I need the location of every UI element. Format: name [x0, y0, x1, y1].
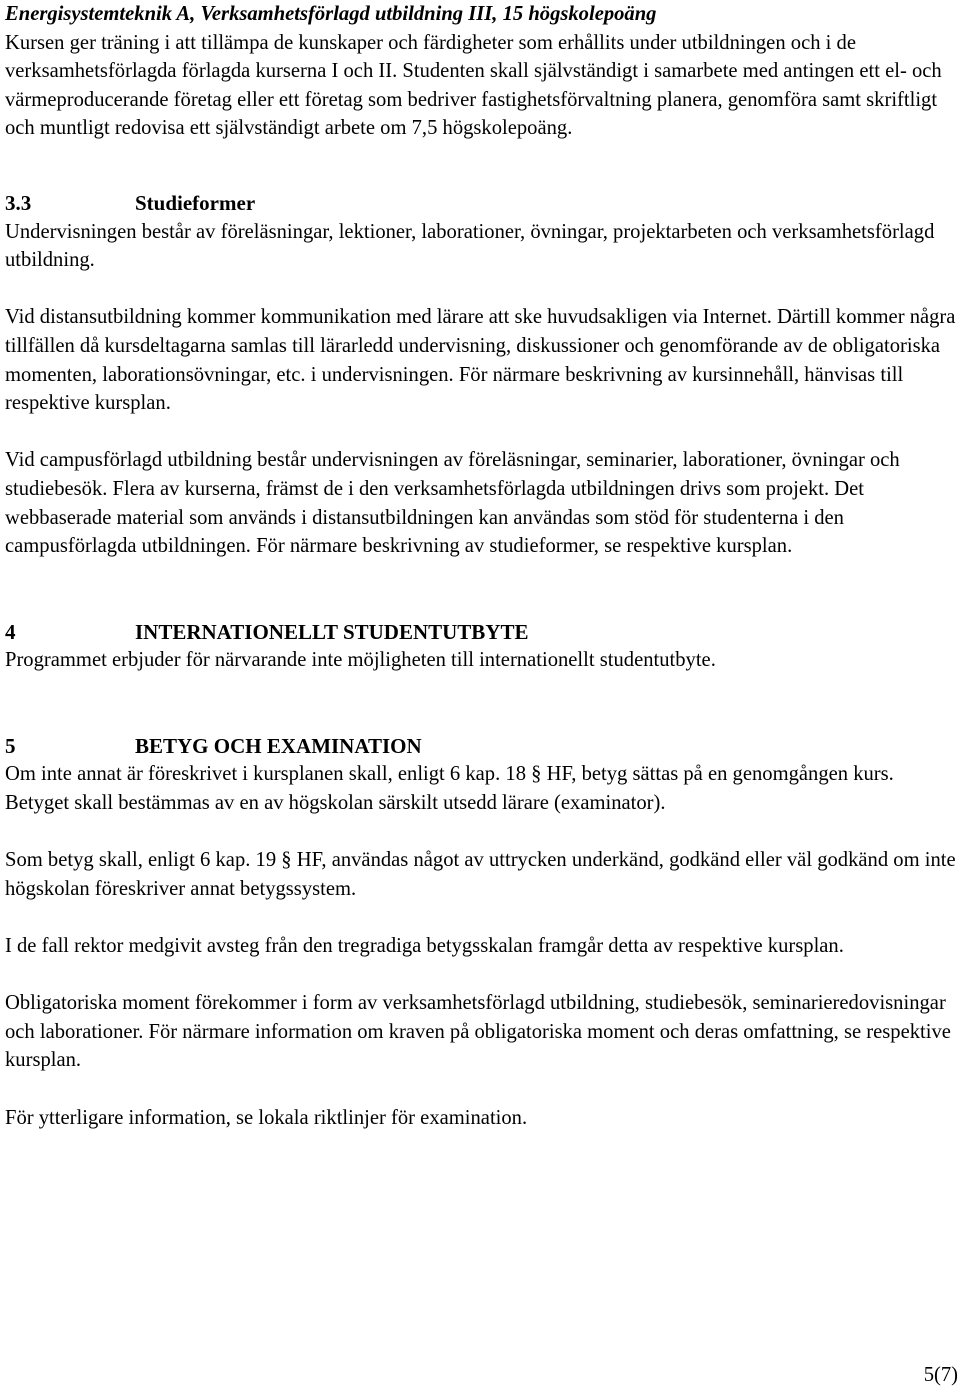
- section-5-heading: [5, 732, 957, 761]
- section-3-3-paragraph-1: Undervisningen består av föreläsningar, lektioner, laborationer, övningar, projektarbeten och verksamhetsförlagd utbildning.: [5, 220, 935, 272]
- section-3-3-paragraph-3: Vid campusförlagd utbildning består undervisningen av föreläsningar, seminarier, laborationer, övningar och studiebesök. Flera av kurserna, främst de i den verksamhetsförlagda utbildningen drivs som projekt. Det webbaserade material som används i distansutbildningen kan användas som stöd för studenterna i den campusförlagda utbildningen. För närmare beskrivning av studieformer, se respektive kursplan.: [5, 449, 900, 558]
- course-title: Energisystemteknik A, Verksamhetsförlagd utbildning III, 15 högskolepoäng: [5, 3, 657, 25]
- section-4-heading: [5, 618, 957, 647]
- section-number: 3.3: [5, 190, 32, 215]
- section-5-paragraph-1: Om inte annat är föreskrivet i kursplanen skall, enligt 6 kap. 18 § HF, betyg sättas på en genomgången kurs. Betyget skall bestämmas av en av högskolan särskilt utsedd lärare (examinator).: [5, 763, 894, 815]
- section-title: BETYG OCH EXAMINATION: [135, 733, 422, 758]
- section-number: 4: [5, 619, 16, 644]
- section-3-3-paragraph-2: Vid distansutbildning kommer kommunikation med lärare att ske huvudsakligen via Internet. Därtill kommer några tillfällen då kursdeltagarna samlas till lärarledd undervisning, diskussioner och genomförande av de obligatoriska momenten, laborationsövningar, etc. i undervisningen. För närmare beskrivning av kursinnehåll, hänvisas till respektive kursplan.: [5, 306, 956, 415]
- section-5-paragraph-3: I de fall rektor medgivit avsteg från den tregradiga betygsskalan framgår detta av respektive kursplan.: [5, 935, 844, 958]
- page-number: 5(7): [923, 1364, 958, 1386]
- section-5-paragraph-5: För ytterligare information, se lokala riktlinjer för examination.: [5, 1106, 528, 1129]
- section-5-paragraph-2: Som betyg skall, enligt 6 kap. 19 § HF, användas något av uttrycken underkänd, godkänd eller väl godkänd om inte högskolan föreskriver annat betygssystem.: [5, 849, 956, 900]
- course-description: Kursen ger träning i att tillämpa de kunskaper och färdigheter som erhållits under utbildningen och i de verksamhetsförlagda förlagda kurserna I och II. Studenten skall självständigt i samarbete med antingen ett el- och värmeproducerande företag eller ett företag som bedriver fastighetsförvaltning planera, genomföra samt skriftligt och muntligt redovisa ett självständigt arbete om 7,5 högskolepoäng.: [5, 31, 942, 140]
- section-4-paragraph-1: Programmet erbjuder för närvarande inte möjligheten till internationellt studentutbyte.: [5, 649, 716, 672]
- section-number: 5: [5, 733, 16, 758]
- section-title: Studieformer: [135, 190, 256, 215]
- document-page: [5, 0, 957, 1132]
- section-5-paragraph-4: Obligatoriska moment förekommer i form av verksamhetsförlagd utbildning, studiebesök, seminarieredovisningar och laborationer. För närmare information om kraven på obligatoriska moment och deras omfattning, se respektive kursplan.: [5, 992, 951, 1072]
- section-title: INTERNATIONELLT STUDENTUTBYTE: [135, 619, 529, 644]
- section-3-3-heading: [5, 189, 957, 218]
